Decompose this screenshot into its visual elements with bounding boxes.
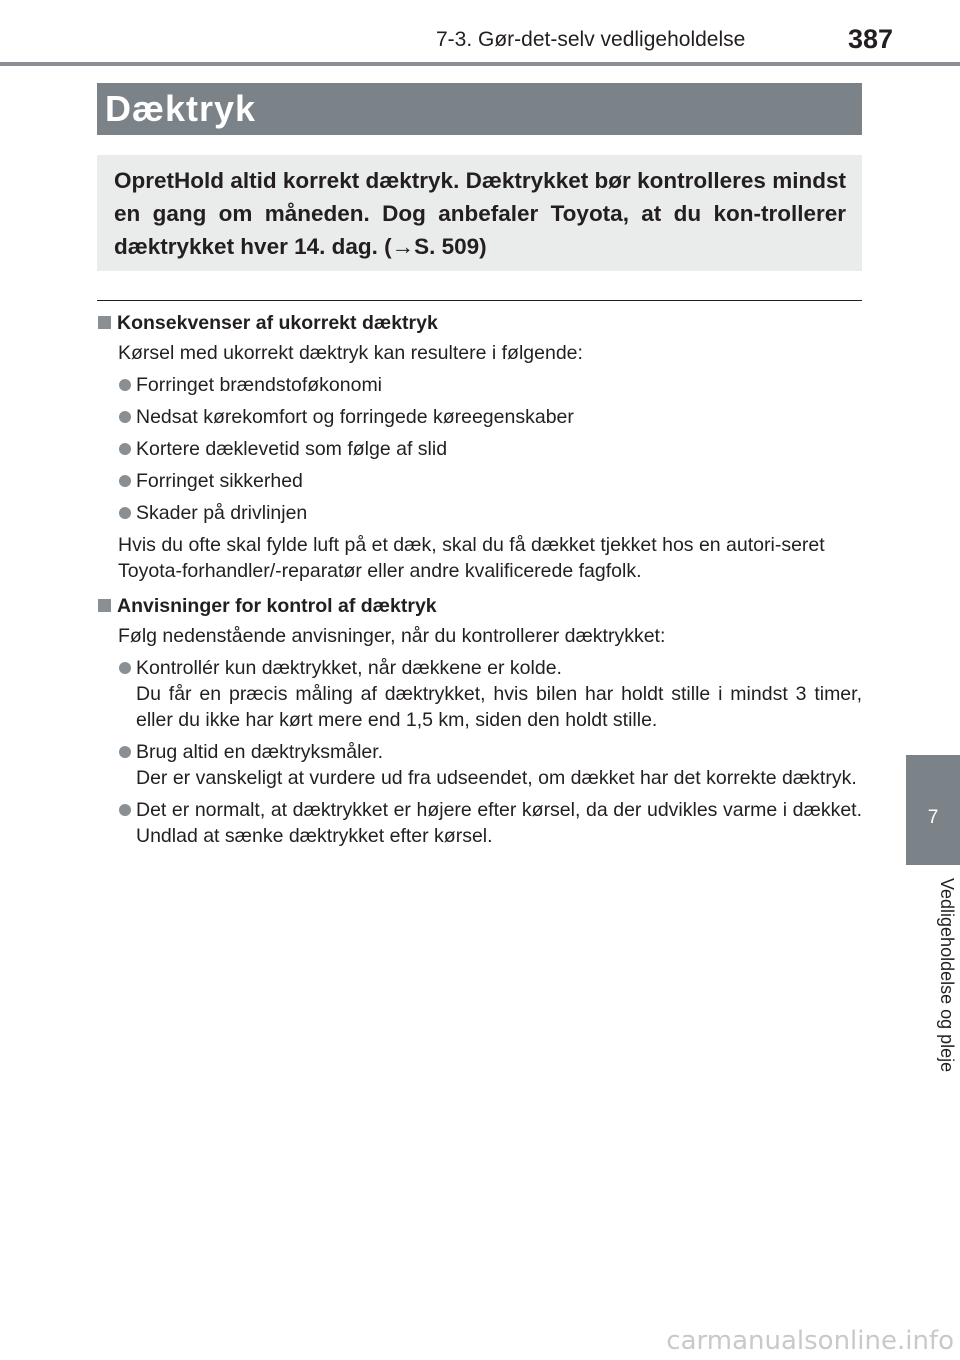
list-item (97, 655, 862, 733)
round-bullet-icon (119, 379, 131, 391)
list-item-text: Kortere dæklevetid som følge af slid (136, 438, 448, 460)
intro-text: OpretHold altid korrekt dæktryk. Dæktrykket bør kontrolleres mindst en gang om måneden. Dog anbefaler Toyota, at du kon-trollerer dæktrykket hver 14. dag. (→S. 509) (114, 168, 846, 259)
round-bullet-icon (119, 507, 131, 519)
list-item-text: Der er vanskeligt at vurdere ud fra udseendet, om dækket har det korrekte dæktryk. (136, 767, 857, 789)
body-divider (97, 300, 862, 301)
page-number: 387 (847, 24, 893, 54)
section-heading-text: Konsekvenser af ukorrekt dæktryk (117, 312, 438, 334)
round-bullet-icon (119, 804, 131, 816)
list-item (97, 436, 862, 462)
list-item-text: Forringet brændstoføkonomi (136, 374, 383, 396)
list-item (97, 739, 862, 791)
chapter-tab (906, 755, 960, 865)
list-item-text: Du får en præcis måling af dæktrykket, hvis bilen har holdt stille i mindst 3 timer, eller du ikke har kørt mere end 1,5 km, siden den holdt stille. (136, 683, 862, 731)
body-content (97, 309, 862, 849)
header-divider (0, 62, 960, 66)
round-bullet-icon (119, 475, 131, 487)
section-closing: Hvis du ofte skal fylde luft på et dæk, skal du få dækket tjekket hos en autori-seret Toyota-forhandler/-reparatør eller andre kvalificerede fagfolk. (118, 534, 825, 582)
list-item-text: Skader på drivlinjen (136, 502, 308, 524)
list-item (97, 372, 862, 398)
square-bullet-icon (98, 316, 111, 329)
section-heading (97, 309, 862, 337)
section-lead: Kørsel med ukorrekt dæktryk kan resultere i følgende: (118, 342, 583, 364)
running-header-section: 7-3. Gør-det-selv vedligeholdelse (436, 28, 746, 51)
list-item (97, 404, 862, 430)
square-bullet-icon (98, 599, 111, 612)
section-heading (97, 592, 862, 620)
chapter-number: 7 (927, 807, 939, 828)
page-title: Dæktryk (105, 88, 257, 129)
list-item (97, 797, 862, 849)
section-lead: Følg nedenstående anvisninger, når du kontrollerer dæktrykket: (118, 625, 666, 647)
list-item-text: Forringet sikkerhed (136, 470, 303, 492)
round-bullet-icon (119, 662, 131, 674)
round-bullet-icon (119, 443, 131, 455)
chapter-label: Vedligeholdelse og pleje (937, 878, 957, 1073)
watermark: carmanualsonline.info (666, 1326, 954, 1356)
round-bullet-icon (119, 746, 131, 758)
list-item-title: Brug altid en dæktryksmåler. (136, 741, 384, 763)
list-item-title: Det er normalt, at dæktrykket er højere efter kørsel, da der udvikles varme i dækket. Undlad at sænke dæktrykket efter kørsel. (136, 799, 862, 847)
section-heading-text: Anvisninger for kontrol af dæktryk (117, 595, 437, 617)
intro-box (97, 155, 862, 271)
round-bullet-icon (119, 411, 131, 423)
list-item-title: Kontrollér kun dæktrykket, når dækkene er kolde. (136, 657, 562, 679)
list-item-text: Nedsat kørekomfort og forringede køreegenskaber (136, 406, 574, 428)
list-item (97, 500, 862, 526)
list-item (97, 468, 862, 494)
page-title-bar (97, 83, 862, 135)
